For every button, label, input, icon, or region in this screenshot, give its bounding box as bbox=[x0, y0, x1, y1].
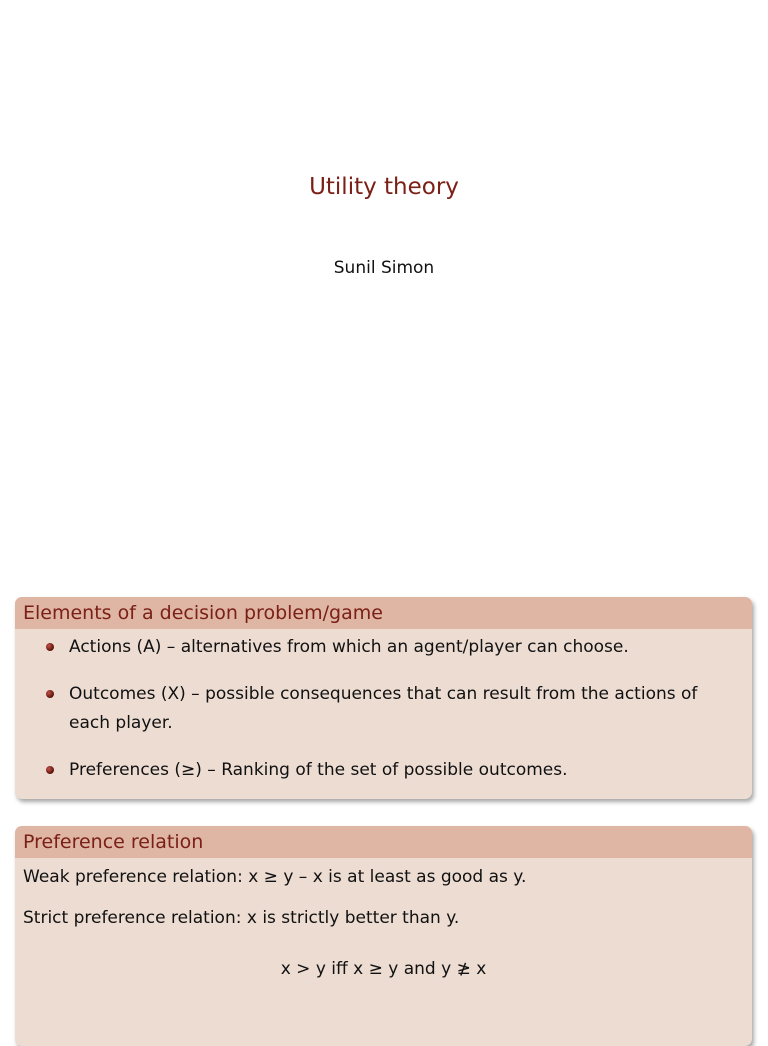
slide-title: Utility theory bbox=[309, 174, 459, 200]
list-item bbox=[15, 680, 752, 738]
strict-preference-formula: x > y iff x ≥ y and y ≱ x bbox=[280, 959, 487, 979]
weak-preference-text: Weak preference relation: x ≥ y – x is at least as good as y. bbox=[23, 867, 527, 887]
bullet-icon bbox=[46, 690, 54, 698]
elements-list bbox=[15, 633, 752, 785]
list-item bbox=[15, 633, 752, 662]
author-name: Sunil Simon bbox=[333, 258, 435, 278]
preference-relation-block bbox=[15, 826, 752, 1046]
list-item-text: Preferences (≥) – Ranking of the set of possible outcomes. bbox=[69, 760, 568, 780]
block-title: Elements of a decision problem/game bbox=[15, 597, 752, 629]
bullet-icon bbox=[46, 766, 54, 774]
list-item-text: Actions (A) – alternatives from which an agent/player can choose. bbox=[69, 637, 629, 657]
strict-preference-text: Strict preference relation: x is strictly better than y. bbox=[23, 908, 460, 928]
decision-elements-block bbox=[15, 597, 752, 799]
bullet-icon bbox=[46, 643, 54, 651]
block-title: Preference relation bbox=[15, 826, 752, 858]
list-item bbox=[15, 756, 752, 785]
list-item-text: Outcomes (X) – possible consequences that can result from the actions of each player. bbox=[69, 684, 698, 733]
